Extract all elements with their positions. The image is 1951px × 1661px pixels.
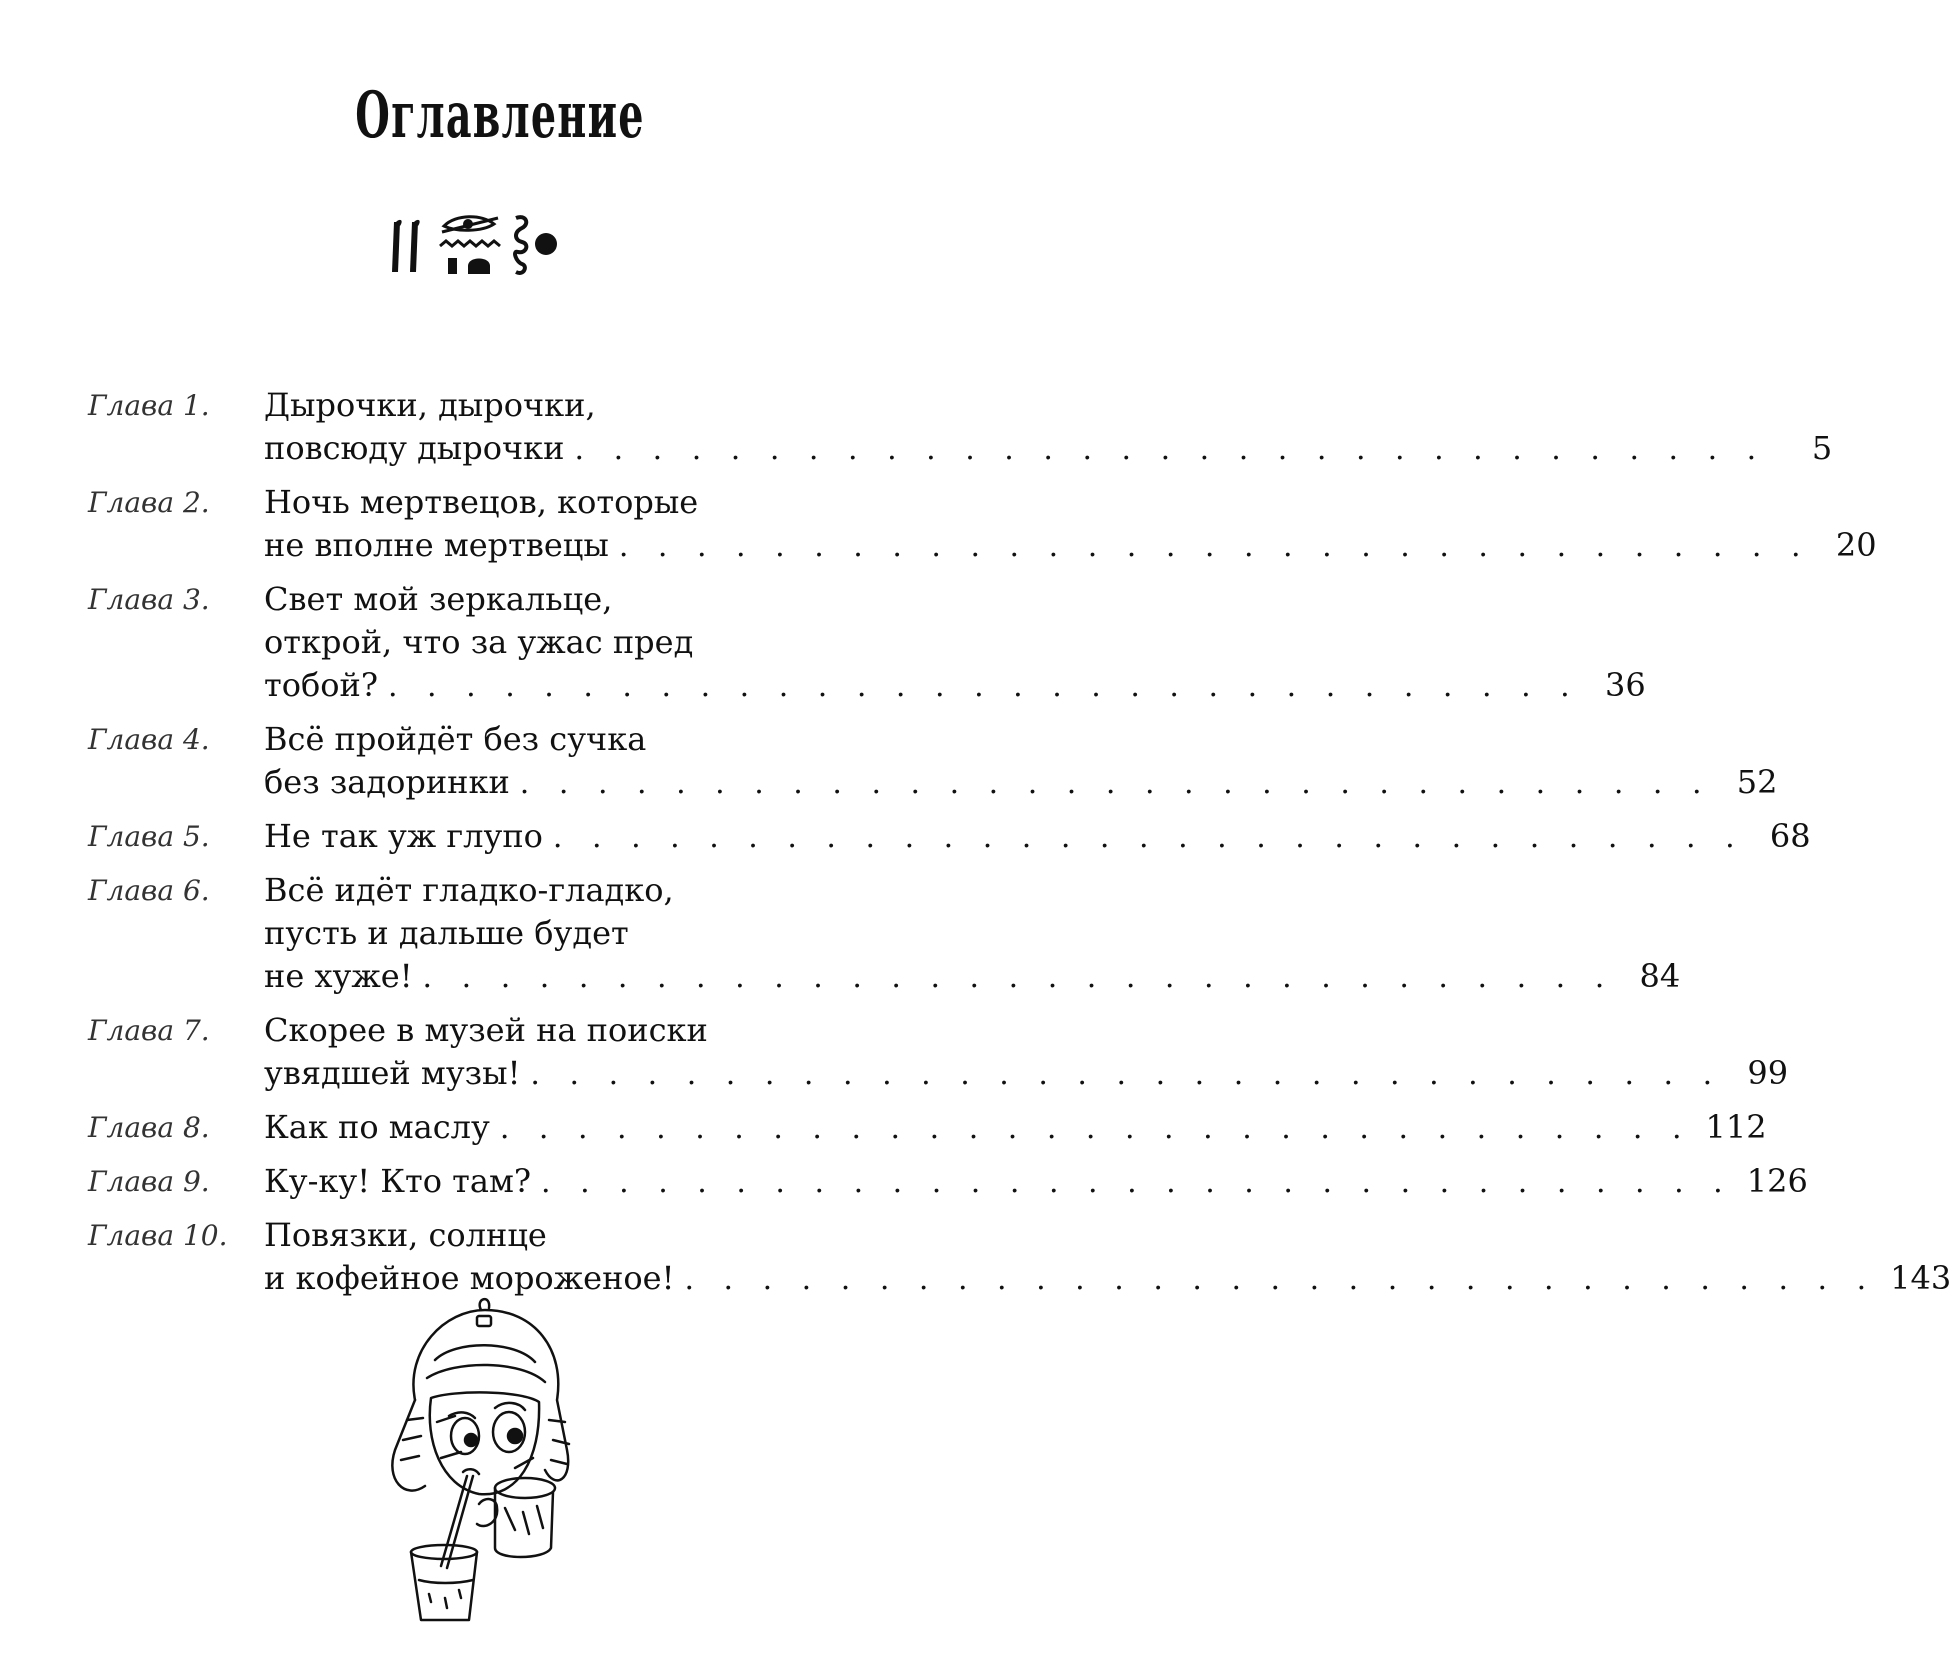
- chapter-title: [264, 578, 1646, 708]
- chapter-title-line: Ночь мертвецов, которые: [264, 483, 699, 521]
- chapter-title: [264, 815, 1811, 859]
- chapter-title-line: Всё пройдёт без сучка: [264, 720, 647, 758]
- chapter-title-line: и кофейное мороженое!: [264, 1259, 675, 1297]
- chapter-label: Глава 10.: [88, 1219, 228, 1252]
- chapter-title: [264, 481, 1877, 568]
- page-title: Оглавление: [355, 78, 645, 153]
- chapter-title: [264, 1214, 1951, 1301]
- toc-entry-chapter-5[interactable]: [88, 815, 1811, 859]
- chapter-title: [264, 1009, 1789, 1096]
- page-number: 112: [1705, 1108, 1767, 1146]
- chapter-title-line: Свет мой зеркальце,: [264, 580, 613, 618]
- dot-leader: . . . . . . . . . . . . . . . . . . . . . . . . . . . . . . .: [541, 1165, 1733, 1200]
- chapter-title-line: открой, что за ужас пред: [264, 623, 694, 661]
- dot-leader: . . . . . . . . . . . . . . . . . . . . . . . . . . . . . . .: [387, 669, 1580, 704]
- chapter-label: Глава 6.: [88, 874, 210, 907]
- chapter-title: [264, 384, 1833, 471]
- chapter-title: [264, 1160, 1808, 1204]
- toc-entry-chapter-7[interactable]: [88, 1009, 1789, 1096]
- toc-entry-chapter-2[interactable]: [88, 481, 1877, 568]
- toc-entry-chapter-6[interactable]: [88, 869, 1681, 999]
- toc-entry-chapter-3[interactable]: [88, 578, 1646, 708]
- toc-entry-chapter-4[interactable]: [88, 718, 1778, 805]
- dot-leader: . . . . . . . . . . . . . . . . . . . . . . . . . . . . . . .: [519, 766, 1712, 801]
- chapter-title-line: увядшей музы!: [264, 1054, 521, 1092]
- page-number: 68: [1769, 817, 1811, 855]
- chapter-title-line: не хуже!: [264, 957, 413, 995]
- chapter-title: [264, 718, 1778, 805]
- chapter-title-line: Дырочки, дырочки,: [264, 386, 596, 424]
- chapter-label: Глава 5.: [88, 820, 210, 853]
- chapter-label: Глава 1.: [88, 389, 210, 422]
- toc-entry-chapter-9[interactable]: [88, 1160, 1808, 1204]
- chapter-title-line: не вполне мертвецы: [264, 526, 609, 564]
- chapter-title-line: Скорее в музей на поиски: [264, 1011, 708, 1049]
- chapter-title-line: Всё идёт гладко-гладко,: [264, 871, 674, 909]
- hieroglyph-ornament-icon: [386, 210, 576, 290]
- toc-entry-chapter-8[interactable]: [88, 1106, 1767, 1150]
- page-number: 143: [1890, 1259, 1951, 1297]
- chapter-title: [264, 1106, 1767, 1150]
- chapter-title-line: повсюду дырочки: [264, 429, 565, 467]
- dot-leader: . . . . . . . . . . . . . . . . . . . . . . . . . . . . . . .: [618, 529, 1811, 564]
- page-number: 36: [1604, 666, 1646, 704]
- chapter-label: Глава 3.: [88, 583, 210, 616]
- page-number: 126: [1746, 1162, 1808, 1200]
- dot-leader: . . . . . . . . . . . . . . . . . . . . . . . . . . . . . . .: [552, 820, 1745, 855]
- chapter-title-line: Как по маслу: [264, 1108, 490, 1146]
- page-number: 52: [1736, 763, 1778, 801]
- toc-entry-chapter-10[interactable]: [88, 1214, 1951, 1301]
- chapter-title-line: тобой?: [264, 666, 378, 704]
- chapter-label: Глава 7.: [88, 1014, 210, 1047]
- chapter-label: Глава 2.: [88, 486, 210, 519]
- chapter-label: Глава 8.: [88, 1111, 210, 1144]
- dot-leader: . . . . . . . . . . . . . . . . . . . . . . . . . . . . . . .: [499, 1111, 1692, 1146]
- dot-leader: . . . . . . . . . . . . . . . . . . . . . . . . . . . . . . .: [574, 432, 1767, 467]
- chapter-label: Глава 9.: [88, 1165, 210, 1198]
- chapter-title-line: Не так уж глупо: [264, 817, 543, 855]
- table-of-contents: [88, 384, 1951, 1301]
- pharaoh-mummy-illustration-icon: [345, 1290, 605, 1630]
- chapter-title: [264, 869, 1681, 999]
- page-number: 5: [1811, 429, 1833, 467]
- chapter-title-line: Повязки, солнце: [264, 1216, 547, 1254]
- dot-leader: . . . . . . . . . . . . . . . . . . . . . . . . . . . . . . .: [422, 960, 1615, 995]
- chapter-title-line: Ку-ку! Кто там?: [264, 1162, 531, 1200]
- dot-leader: . . . . . . . . . . . . . . . . . . . . . . . . . . . . . . .: [530, 1057, 1723, 1092]
- page-number: 99: [1747, 1054, 1789, 1092]
- toc-entry-chapter-1[interactable]: [88, 384, 1833, 471]
- page-number: 84: [1639, 957, 1681, 995]
- dot-leader: . . . . . . . . . . . . . . . . . . . . . . . . . . . . . . .: [684, 1262, 1877, 1297]
- page-number: 20: [1835, 526, 1877, 564]
- chapter-title-line: без задоринки: [264, 763, 510, 801]
- chapter-title-line: пусть и дальше будет: [264, 914, 629, 952]
- chapter-label: Глава 4.: [88, 723, 210, 756]
